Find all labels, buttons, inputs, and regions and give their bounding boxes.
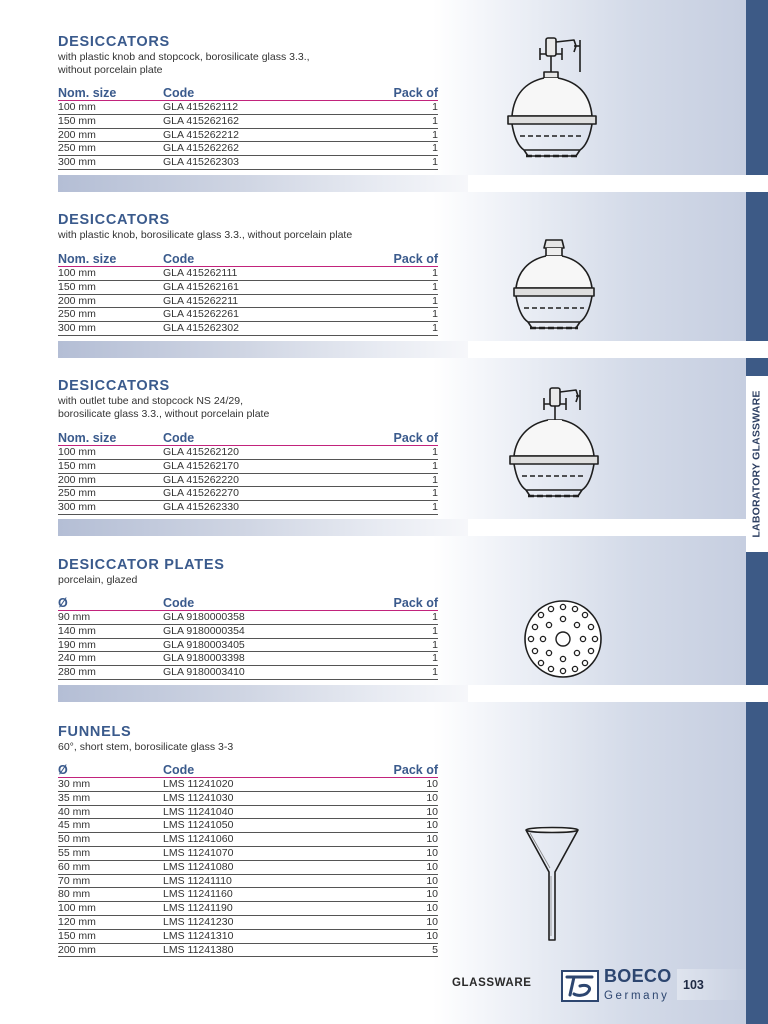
table-row: 250 mm GLA 415262261 1 bbox=[58, 308, 438, 321]
table-row: 40 mm LMS 11241040 10 bbox=[58, 805, 438, 818]
table-header: Nom. size Code Pack of bbox=[58, 86, 438, 100]
table-row: 150 mm GLA 415262162 1 bbox=[58, 114, 438, 127]
section-title: DESICCATOR PLATES bbox=[58, 557, 225, 573]
page-number: 103 bbox=[683, 978, 704, 992]
product-table bbox=[58, 596, 438, 680]
section-separator bbox=[58, 341, 468, 358]
table-row: 45 mm LMS 11241050 10 bbox=[58, 819, 438, 832]
section-description: porcelain, glazed bbox=[58, 574, 138, 586]
table-row: 150 mm GLA 415262170 1 bbox=[58, 459, 438, 472]
table-row: 250 mm GLA 415262262 1 bbox=[58, 142, 438, 155]
section-description: with plastic knob, borosilicate glass 3.3., without porcelain plate bbox=[58, 229, 353, 241]
table-row: 100 mm GLA 415262120 1 bbox=[58, 446, 438, 458]
desiccator-knob-image bbox=[510, 236, 598, 340]
table-row: 100 mm GLA 415262111 1 bbox=[58, 267, 438, 279]
table-row: 70 mm LMS 11241110 10 bbox=[58, 874, 438, 887]
table-row: 140 mm GLA 9180000354 1 bbox=[58, 624, 438, 637]
table-row: 280 mm GLA 9180003410 1 bbox=[58, 666, 438, 679]
table-row: 120 mm LMS 11241230 10 bbox=[58, 915, 438, 928]
table-row: 100 mm GLA 415262112 1 bbox=[58, 101, 438, 113]
brand-name: BOECO bbox=[604, 966, 672, 986]
product-table bbox=[58, 431, 438, 515]
section-separator bbox=[58, 175, 468, 192]
section-title: DESICCATORS bbox=[58, 34, 170, 50]
section-separator bbox=[58, 519, 468, 536]
table-row: 50 mm LMS 11241060 10 bbox=[58, 833, 438, 846]
sidebar-gap bbox=[746, 175, 768, 192]
table-row: 35 mm LMS 11241030 10 bbox=[58, 791, 438, 804]
product-section-desiccators-outlet bbox=[58, 378, 438, 514]
product-section-funnels bbox=[58, 724, 438, 954]
desiccator-outlet-image bbox=[506, 384, 602, 508]
desiccator-stopcock-image bbox=[504, 32, 600, 170]
section-description: with outlet tube and stopcock NS 24/29, borosilicate glass 3.3., without porcelain plate bbox=[58, 395, 270, 420]
table-row: 200 mm GLA 415262211 1 bbox=[58, 294, 438, 307]
table-row: 150 mm LMS 11241310 10 bbox=[58, 929, 438, 942]
product-table bbox=[58, 252, 438, 336]
sidebar-gap bbox=[746, 685, 768, 702]
product-table bbox=[58, 763, 438, 957]
table-row: 250 mm GLA 415262270 1 bbox=[58, 487, 438, 500]
section-title: FUNNELS bbox=[58, 724, 132, 740]
table-row: 300 mm GLA 415262302 1 bbox=[58, 322, 438, 335]
product-section-desiccator-plates bbox=[58, 557, 438, 677]
table-row: 30 mm LMS 11241020 10 bbox=[58, 778, 438, 790]
section-title: DESICCATORS bbox=[58, 378, 170, 394]
footer-category: GLASSWARE bbox=[452, 977, 532, 989]
table-row: 90 mm GLA 9180000358 1 bbox=[58, 611, 438, 623]
table-row: 60 mm LMS 11241080 10 bbox=[58, 860, 438, 873]
table-row: 300 mm GLA 415262330 1 bbox=[58, 501, 438, 514]
table-row: 200 mm GLA 415262220 1 bbox=[58, 473, 438, 486]
table-row: 100 mm LMS 11241190 10 bbox=[58, 902, 438, 915]
table-row: 55 mm LMS 11241070 10 bbox=[58, 846, 438, 859]
table-row: 200 mm GLA 415262212 1 bbox=[58, 128, 438, 141]
section-description: 60°, short stem, borosilicate glass 3-3 bbox=[58, 741, 234, 753]
table-header: Ø Code Pack of bbox=[58, 596, 438, 610]
table-row: 80 mm LMS 11241160 10 bbox=[58, 888, 438, 901]
section-title: DESICCATORS bbox=[58, 212, 170, 228]
funnel-image bbox=[522, 826, 582, 944]
table-row: 150 mm GLA 415262161 1 bbox=[58, 280, 438, 293]
sidebar-category-label: LABORATORY GLASSWARE bbox=[751, 390, 763, 538]
product-section-desiccators-knob bbox=[58, 212, 438, 335]
boeco-logo-icon bbox=[561, 970, 599, 1002]
sidebar-category-tab bbox=[746, 376, 768, 552]
section-description: with plastic knob and stopcock, borosilicate glass 3.3., without porcelain plate bbox=[58, 51, 310, 76]
table-header: Ø Code Pack of bbox=[58, 763, 438, 777]
sidebar-gap bbox=[746, 341, 768, 358]
table-row: 200 mm LMS 11241380 5 bbox=[58, 943, 438, 956]
desiccator-plate-image bbox=[521, 597, 605, 681]
product-section-desiccators-stopcock bbox=[58, 34, 438, 169]
table-header: Nom. size Code Pack of bbox=[58, 252, 438, 266]
table-row: 300 mm GLA 415262303 1 bbox=[58, 156, 438, 169]
table-row: 190 mm GLA 9180003405 1 bbox=[58, 638, 438, 651]
table-header: Nom. size Code Pack of bbox=[58, 431, 438, 445]
table-row: 240 mm GLA 9180003398 1 bbox=[58, 652, 438, 665]
product-table bbox=[58, 86, 438, 170]
section-separator bbox=[58, 685, 468, 702]
brand-country: Germany bbox=[604, 990, 670, 1002]
